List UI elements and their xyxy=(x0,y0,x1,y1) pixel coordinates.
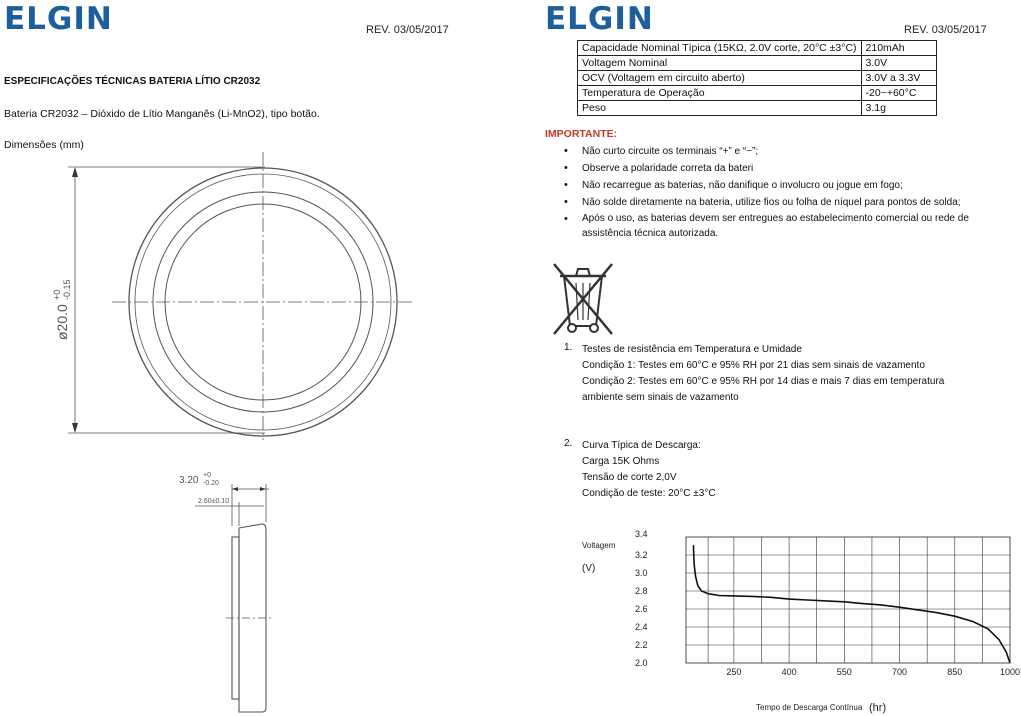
inner-thickness-text: 2.60±0.10 xyxy=(198,498,230,505)
item-title: Curva Típica de Descarga: xyxy=(582,440,701,451)
item-text: Condição de teste: 20°C ±3°C xyxy=(582,488,716,499)
spec-label: Capacidade Nominal Típica (15KΩ, 2.0V corte, 20°C ±3°C) xyxy=(578,41,862,56)
thickness-tol-upper: +0 xyxy=(203,472,211,479)
spec-value: 210mAh xyxy=(861,41,936,56)
x-tick-label: 700 xyxy=(892,667,908,677)
spec-label: Temperatura de Operação xyxy=(578,86,862,101)
x-axis-label: Tempo de Descarga Contínua xyxy=(756,703,863,712)
y-axis-unit: (V) xyxy=(582,563,596,574)
item-number: 2. xyxy=(564,438,573,449)
revision-date-right: REV. 03/05/2017 xyxy=(904,24,987,36)
item-text: Carga 15K Ohms xyxy=(582,456,660,467)
elgin-logo-right: ELGIN xyxy=(545,1,654,37)
item-text: Condição 2: Testes em 60°C e 95% RH por 14 dias e mais 7 dias em temperatura xyxy=(582,376,945,387)
discharge-curve-chart xyxy=(560,520,1021,716)
thickness-tol-lower: -0.20 xyxy=(203,480,219,487)
elgin-logo-left: ELGIN xyxy=(4,1,113,37)
table-row xyxy=(578,71,937,86)
list-item xyxy=(564,438,984,502)
diameter-tol-upper: +0 xyxy=(52,289,62,300)
spec-value: 3.0V xyxy=(861,56,936,71)
x-tick-label: 850 xyxy=(947,667,963,677)
specs-table xyxy=(577,40,937,116)
diameter-tol-lower: -0.15 xyxy=(62,279,72,300)
battery-description: Bateria CR2032 – Dióxido de Lítio Manganês (Li-MnO2), tipo botão. xyxy=(4,108,320,120)
item-text: Tensão de corte 2,0V xyxy=(582,472,677,483)
important-heading: IMPORTANTE: xyxy=(545,128,618,140)
x-tick-label: 1000 xyxy=(999,667,1021,677)
x-tick-label: 400 xyxy=(781,667,797,677)
y-tick-label: 2.6 xyxy=(635,604,648,614)
list-item-line: • Após o uso, as baterias devem ser entregues ao estabelecimento comercial ou rede de xyxy=(582,213,969,224)
item-number: 1. xyxy=(564,342,573,353)
y-tick-label: 2.0 xyxy=(635,658,648,668)
x-tick-label: 250 xyxy=(726,667,742,677)
list-item: • Não solde diretamente na bateria, utilize fios ou folha de níquel para pontos de solda; xyxy=(546,194,996,211)
y-tick-label: 2.4 xyxy=(635,622,648,632)
x-tick-label: 550 xyxy=(836,667,852,677)
table-row xyxy=(578,101,937,116)
item-title: Testes de resistência em Temperatura e Umidade xyxy=(582,344,802,355)
battery-side-view-drawing xyxy=(170,466,300,716)
spec-value: -20~+60°C xyxy=(861,86,936,101)
table-row xyxy=(578,56,937,71)
list-item xyxy=(546,211,996,241)
test-conditions-list xyxy=(564,342,984,406)
list-item: • Observe a polaridade correta da bateri xyxy=(546,160,996,177)
table-row xyxy=(578,86,937,101)
thickness-dimension-text: 3.20 xyxy=(179,475,199,486)
spec-value: 3.0V a 3.3V xyxy=(861,71,936,86)
y-tick-label: 3.2 xyxy=(635,550,648,560)
item-text: Condição 1: Testes em 60°C e 95% RH por 21 dias sem sinais de vazamento xyxy=(582,360,925,371)
spec-label: Voltagem Nominal xyxy=(578,56,862,71)
diameter-dimension-text: ø20.0 xyxy=(54,304,70,340)
battery-top-view-drawing xyxy=(0,150,420,440)
document-title: ESPECIFICAÇÕES TÉCNICAS BATERIA LÍTIO CR2032 xyxy=(4,76,261,87)
arrow-up xyxy=(72,167,78,177)
item-text: ambiente sem sinais de vazamento xyxy=(582,392,739,403)
plot-frame xyxy=(686,537,1010,663)
spec-label: Peso xyxy=(578,101,862,116)
revision-date-left: REV. 03/05/2017 xyxy=(366,24,449,36)
spec-value: 3.1g xyxy=(861,101,936,116)
y-tick-label: 2.2 xyxy=(635,640,648,650)
spec-label: OCV (Voltagem em circuito aberto) xyxy=(578,71,862,86)
list-item-line: assistência técnica autorizada. xyxy=(582,228,719,239)
y-tick-label: 3.4 xyxy=(635,529,648,539)
y-axis-label: Voltagem xyxy=(582,541,616,550)
arrow-down xyxy=(72,423,78,433)
crossed-out-bin-icon xyxy=(550,260,618,336)
discharge-list xyxy=(564,438,984,502)
table-row xyxy=(578,41,937,56)
list-item: • Não curto circuite os terminais “+” e “−”; xyxy=(546,143,996,160)
list-item xyxy=(564,342,984,406)
x-axis-unit: (hr) xyxy=(869,702,887,714)
important-list xyxy=(546,143,996,241)
y-tick-label: 3.0 xyxy=(635,568,648,578)
dimensions-label: Dimensões (mm) xyxy=(4,139,84,151)
list-item: • Não recarregue as baterias, não danifique o involucro ou jogue em fogo; xyxy=(546,177,996,194)
y-tick-label: 2.8 xyxy=(635,586,648,596)
discharge-curve-line xyxy=(693,545,1010,663)
